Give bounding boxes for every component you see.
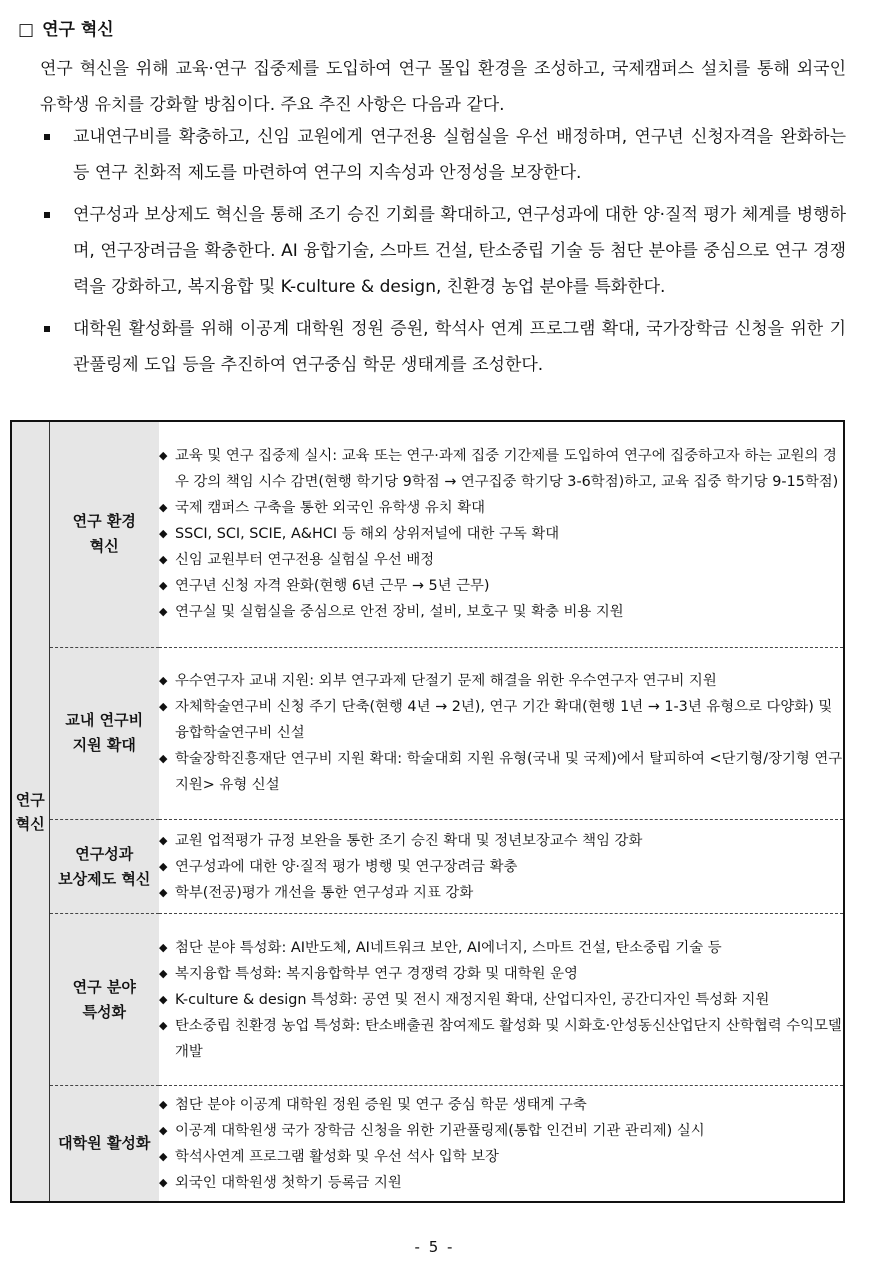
square-bullet-icon (44, 134, 50, 140)
list-item (159, 495, 843, 521)
items-cell (159, 647, 844, 819)
diamond-bullet-icon: ◆ (159, 1097, 168, 1111)
square-bullet-icon (44, 326, 50, 332)
bullet-item (40, 197, 846, 305)
list-item (159, 880, 843, 906)
table-row (11, 820, 844, 914)
list-item (159, 1092, 843, 1118)
sub-category-cell: 연구성과 보상제도 혁신 (49, 820, 159, 914)
bullet-text: 대학원 활성화를 위해 이공계 대학원 정원 증원, 학석사 연계 프로그램 확대, 국가장학금 신청을 위한 기관풀링제 도입 등을 추진하여 연구중심 학문 생태계를 조성한다. (73, 319, 846, 375)
item-text: 신임 교원부터 연구전용 실험실 우선 배정 (175, 552, 435, 569)
diamond-bullet-icon: ◆ (159, 605, 168, 619)
diamond-bullet-icon: ◆ (159, 579, 168, 593)
item-text: 학술장학진흥재단 연구비 지원 확대: 학술대회 지원 유형(국내 및 국제)에서 탈피하여 <단기형/장기형 연구지원> 유형 신설 (175, 751, 843, 794)
item-text: 복지융합 특성화: 복지융합학부 연구 경쟁력 강화 및 대학원 운영 (175, 965, 578, 982)
diamond-bullet-icon: ◆ (159, 1018, 168, 1032)
diamond-bullet-icon: ◆ (159, 752, 168, 766)
item-text: K-culture & design 특성화: 공연 및 전시 재정지원 확대, 산업디자인, 공간디자인 특성화 지원 (175, 991, 770, 1008)
checkbox-square-icon: □ (18, 20, 35, 40)
item-text: 자체학술연구비 신청 주기 단축(현행 4년 → 2년), 연구 기간 확대(현행 1년 → 1-3년 유형으로 다양화) 및 융합학술연구비 신설 (175, 699, 833, 742)
list-item (159, 987, 843, 1013)
page-number: - 5 - (414, 1238, 455, 1256)
item-text: 우수연구자 교내 지원: 외부 연구과제 단절기 문제 해결을 위한 우수연구자 연구비 지원 (175, 673, 717, 690)
diamond-bullet-icon: ◆ (159, 940, 168, 954)
list-item (159, 961, 843, 987)
diamond-bullet-icon: ◆ (159, 992, 168, 1006)
list-item (159, 573, 843, 599)
list-item (159, 443, 843, 495)
item-text: 이공계 대학원생 국가 장학금 신청을 위한 기관풀링제(통합 인건비 기관 관리제) 실시 (175, 1122, 705, 1139)
items-cell (159, 914, 844, 1086)
table-body (11, 421, 844, 1202)
list-item (159, 1013, 843, 1065)
main-category-cell: 연구 혁신 (11, 421, 49, 1202)
list-item (159, 1144, 843, 1170)
list-item (159, 521, 843, 547)
item-text: 교육 및 연구 집중제 실시: 교육 또는 연구·과제 집중 기간제를 도입하여 연구에 집중하고자 하는 교원의 경우 강의 책임 시수 감면(현행 학기당 9학점 → 연구집중 학기당 3-6학점)하고, 교육 집중 학기당 9-15학점) (175, 448, 839, 491)
diamond-bullet-icon: ◆ (159, 527, 168, 541)
items-cell (159, 1086, 844, 1202)
item-text: 연구년 신청 자격 완화(현행 6년 근무 → 5년 근무) (175, 578, 490, 595)
diamond-bullet-icon: ◆ (159, 1175, 168, 1189)
bullet-text: 교내연구비를 확충하고, 신임 교원에게 연구전용 실험실을 우선 배정하며, 연구년 신청자격을 완화하는 등 연구 친화적 제도를 마련하여 연구의 지속성과 안정성을 보장한다. (73, 127, 846, 183)
items-cell (159, 421, 844, 647)
section-title: 연구 혁신 (42, 20, 114, 40)
diamond-bullet-icon: ◆ (159, 449, 168, 463)
list-item (159, 935, 843, 961)
item-text: 연구성과에 대한 양·질적 평가 병행 및 연구장려금 확충 (175, 858, 518, 875)
diamond-bullet-icon: ◆ (159, 1123, 168, 1137)
table-row (11, 421, 844, 647)
list-item (159, 1170, 843, 1196)
diamond-bullet-icon: ◆ (159, 700, 168, 714)
sub-category-cell: 연구 환경 혁신 (49, 421, 159, 647)
diamond-bullet-icon: ◆ (159, 501, 168, 515)
item-text: SSCI, SCI, SCIE, A&HCI 등 해외 상위저널에 대한 구독 확대 (175, 526, 560, 543)
item-text: 연구실 및 실험실을 중심으로 안전 장비, 설비, 보호구 및 확충 비용 지원 (175, 604, 624, 621)
table-row (11, 647, 844, 819)
list-item (159, 854, 843, 880)
item-text: 학석사연계 프로그램 활성화 및 우선 석사 입학 보장 (175, 1148, 499, 1165)
item-text: 국제 캠퍼스 구축을 통한 외국인 유학생 유치 확대 (175, 500, 486, 517)
table-row (11, 914, 844, 1086)
bullet-item (40, 311, 846, 383)
diamond-bullet-icon: ◆ (159, 833, 168, 847)
table-row (11, 1086, 844, 1202)
item-text: 첨단 분야 이공계 대학원 정원 증원 및 연구 중심 학문 생태계 구축 (175, 1096, 587, 1113)
sub-category-cell: 연구 분야 특성화 (49, 914, 159, 1086)
item-text: 학부(전공)평가 개선을 통한 연구성과 지표 강화 (175, 884, 474, 901)
list-item (159, 694, 843, 746)
section-heading (18, 18, 114, 42)
diamond-bullet-icon: ◆ (159, 885, 168, 899)
list-item (159, 1118, 843, 1144)
sub-category-cell: 교내 연구비 지원 확대 (49, 647, 159, 819)
item-text: 첨단 분야 특성화: AI반도체, AI네트워크 보안, AI에너지, 스마트 건설, 탄소중립 기술 등 (175, 939, 722, 956)
list-item (159, 668, 843, 694)
diamond-bullet-icon: ◆ (159, 553, 168, 567)
diamond-bullet-icon: ◆ (159, 674, 168, 688)
list-item (159, 547, 843, 573)
list-item (159, 746, 843, 798)
list-item (159, 828, 843, 854)
item-text: 교원 업적평가 규정 보완을 통한 조기 승진 확대 및 정년보장교수 책임 강화 (175, 832, 643, 849)
diamond-bullet-icon: ◆ (159, 859, 168, 873)
research-innovation-table (10, 420, 845, 1203)
square-bullet-icon (44, 212, 50, 218)
items-cell (159, 820, 844, 914)
item-text: 외국인 대학원생 첫학기 등록금 지원 (175, 1174, 402, 1191)
bullet-item (40, 119, 846, 191)
item-text: 탄소중립 친환경 농업 특성화: 탄소배출권 참여제도 활성화 및 시화호·안성동신산업단지 산학협력 수익모델 개발 (175, 1017, 842, 1060)
diamond-bullet-icon: ◆ (159, 1149, 168, 1163)
list-item (159, 599, 843, 625)
diamond-bullet-icon: ◆ (159, 966, 168, 980)
sub-category-cell: 대학원 활성화 (49, 1086, 159, 1202)
bullet-list (40, 119, 846, 389)
intro-paragraph: 연구 혁신을 위해 교육·연구 집중제를 도입하여 연구 몰입 환경을 조성하고, 국제캠퍼스 설치를 통해 외국인 유학생 유치를 강화할 방침이다. 주요 추진 사항은 다음과 같다. (40, 59, 846, 115)
bullet-text: 연구성과 보상제도 혁신을 통해 조기 승진 기회를 확대하고, 연구성과에 대한 양·질적 평가 체계를 병행하며, 연구장려금을 확충한다. AI 융합기술, 스마트 건설, 탄소중립 기술 등 첨단 분야를 중심으로 연구 경쟁력을 강화하고, 복지융합 및 K-culture & design, 친환경 농업 분야를 특화한다. (73, 205, 846, 297)
